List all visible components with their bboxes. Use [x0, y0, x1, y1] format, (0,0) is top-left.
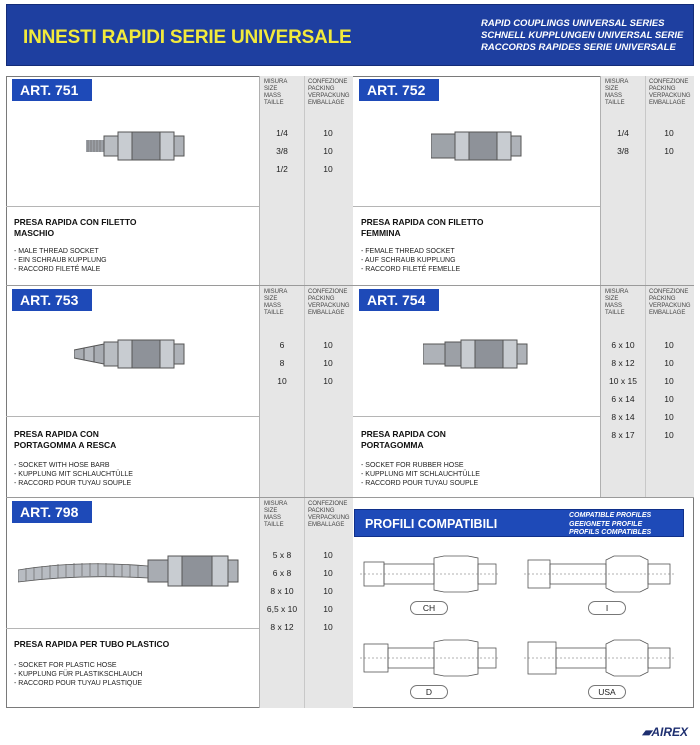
profiles-title: PROFILI COMPATIBILI	[365, 517, 498, 531]
article-label: ART. 752	[359, 79, 439, 101]
article-description: PRESA RAPIDA CON PORTAGOMMA A RESCA - SOCKET WITH HOSE BARB - KUPPLUNG MIT SCHLAUCHTÜLLE - RACCORD POUR TUYAU SOUPLE	[6, 416, 259, 498]
article-description: PRESA RAPIDA CON PORTAGOMMA - SOCKET FOR RUBBER HOSE - KUPPLUNG MIT SCHLAUCHTÜLLE - RACCORD POUR TUYAU SOUPLE	[353, 416, 600, 498]
page-subtitles	[481, 18, 683, 54]
profile-ch-drawing	[360, 548, 500, 598]
size-table: MISURA SIZE MASS TAILLE CONFEZIONE PACKING VERPACKUNG EMBALLAGE 1/4 10 3/8 10	[600, 76, 694, 285]
subtitle-de: SCHNELL KUPPLUNGEN UNIVERSAL SERIE	[481, 30, 684, 41]
page-title: INNESTI RAPIDI SERIE UNIVERSALE	[23, 27, 352, 48]
size-table: MISURA SIZE MASS TAILLE CONFEZIONE PACKING VERPACKUNG EMBALLAGE 1/4 10 3/8 10 1/2 10	[259, 76, 353, 285]
profile-d-drawing	[360, 632, 500, 682]
article-panel-751	[6, 76, 353, 286]
article-label: ART. 754	[359, 289, 439, 311]
size-table: MISURA SIZE MASS TAILLE CONFEZIONE PACKING VERPACKUNG EMBALLAGE 6 x 10 10 8 x 12 10 10 x 15 10 6 x 14 10 8 x 14 10 8 x 17 10	[600, 286, 694, 497]
profile-usa-drawing	[524, 632, 674, 682]
rubber-hose-socket-image	[423, 334, 543, 374]
size-table: MISURA SIZE MASS TAILLE CONFEZIONE PACKING VERPACKUNG EMBALLAGE 5 x 8 10 6 x 8 10 8 x 10 10 6,5 x 10 10 8 x 12 10	[259, 498, 353, 708]
article-description: PRESA RAPIDA CON FILETTO MASCHIO - MALE THREAD SOCKET - EIN SCHRAUB KUPPLUNG - RACCORD FILETÉ MALE	[6, 206, 259, 286]
profile-tag-i: I	[588, 601, 626, 615]
page-header	[6, 4, 694, 66]
male-thread-socket-image	[86, 126, 206, 166]
article-description: PRESA RAPIDA PER TUBO PLASTICO - SOCKET FOR PLASTIC HOSE - KUPPLUNG FÜR PLASTIKSCHLAUCH - RACCORD POUR TUYAU PLASTIQUE	[6, 628, 259, 708]
profile-i-drawing	[524, 548, 674, 598]
subtitle-fr: RACCORDS RAPIDES SERIE UNIVERSALE	[481, 42, 676, 53]
subtitle-en: RAPID COUPLINGS UNIVERSAL SERIES	[481, 18, 665, 29]
article-label: ART. 798	[12, 501, 92, 523]
female-thread-socket-image	[431, 126, 531, 166]
logo-mark-icon: ▰	[642, 725, 652, 739]
profile-tag-ch: CH	[410, 601, 448, 615]
hose-barb-socket-image	[74, 334, 194, 374]
article-label: ART. 753	[12, 289, 92, 311]
article-description: PRESA RAPIDA CON FILETTO FEMMINA - FEMALE THREAD SOCKET - AUF SCHRAUB KUPPLUNG - RACCORD FILETÉ FEMELLE	[353, 206, 600, 286]
size-table: MISURA SIZE MASS TAILLE CONFEZIONE PACKING VERPACKUNG EMBALLAGE 6 10 8 10 10 10	[259, 286, 353, 497]
article-panel-798	[6, 498, 353, 708]
article-panel-753	[6, 286, 353, 498]
plastic-hose-socket-image	[18, 548, 248, 594]
article-label: ART. 751	[12, 79, 92, 101]
article-panel-752	[353, 76, 694, 286]
brand-logo: ▰AIREX	[642, 725, 688, 739]
article-panel-754	[353, 286, 694, 498]
profile-tag-usa: USA	[588, 685, 626, 699]
profile-tag-d: D	[410, 685, 448, 699]
compatible-profiles-header: PROFILI COMPATIBILI COMPATIBLE PROFILES GEEIGNETE PROFILE PROFILS COMPATIBLES	[354, 509, 684, 537]
